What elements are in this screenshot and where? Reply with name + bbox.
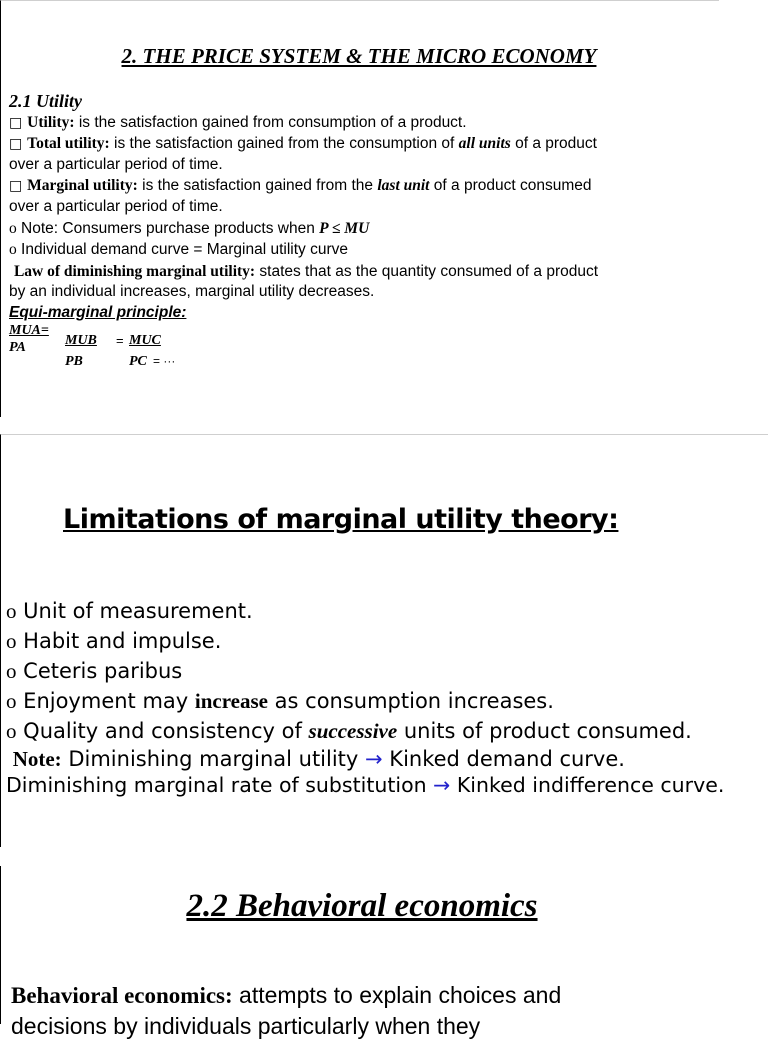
term: Behavioral economics: xyxy=(11,983,233,1008)
formula-equals: = xyxy=(116,333,124,348)
right-arrow-icon: → xyxy=(433,773,451,797)
list-item xyxy=(6,626,766,656)
page-3-title: 2.2 Behavioral economics xyxy=(186,888,538,924)
definition-line xyxy=(11,980,761,1011)
emphasis: all units xyxy=(458,135,511,153)
law-continuation: by an individual increases, marginal utility decreases. xyxy=(9,283,375,301)
bullet: o xyxy=(6,629,17,653)
right-arrow-icon: → xyxy=(365,747,383,771)
bullet: o xyxy=(6,719,17,743)
emphasis: last unit xyxy=(377,177,430,195)
formula-pa: PA xyxy=(9,340,26,355)
formula-muc: MUC xyxy=(129,333,161,348)
list-item xyxy=(6,656,766,686)
bullet: o xyxy=(9,219,17,237)
item-text: as consumption increases. xyxy=(267,689,554,713)
term: Utility: xyxy=(27,113,75,131)
note-line xyxy=(9,218,714,240)
formula-ellipsis: = ··· xyxy=(153,354,176,368)
formula-pc: PC xyxy=(129,354,147,369)
note-text: Diminishing marginal utility xyxy=(61,747,366,771)
demand-text: Individual demand curve = Marginal utility curve xyxy=(16,241,349,259)
definition-text: is the satisfaction gained from the xyxy=(137,177,378,195)
law-diminishing-marginal-utility xyxy=(9,261,714,283)
bullet: o xyxy=(6,599,17,623)
demand-curve-line xyxy=(9,239,714,261)
definition-text: is the satisfaction gained from consumption of a product. xyxy=(74,113,467,131)
utility-definition xyxy=(9,112,714,134)
behavioral-economics-definition xyxy=(11,980,761,1041)
definition-continuation: decisions by individuals particularly when they xyxy=(11,1013,481,1039)
note-text: Kinked indifference curve. xyxy=(450,773,725,797)
section-heading-utility: 2.1 Utility xyxy=(9,91,82,111)
note-text: Kinked demand curve. xyxy=(382,747,625,771)
note-line-2 xyxy=(6,772,766,798)
note-text: Diminishing marginal rate of substitution xyxy=(6,773,434,797)
total-utility-definition xyxy=(9,133,714,155)
item-text: Habit and impulse. xyxy=(16,629,222,653)
emphasis: increase xyxy=(194,689,268,713)
checkbox-bullet-icon: □ xyxy=(9,178,23,195)
bullet: o xyxy=(9,241,17,259)
price-marginal-utility-formula: P ≤ MU xyxy=(319,219,370,237)
item-text: Enjoyment may xyxy=(16,689,195,713)
item-text: Quality and consistency of xyxy=(16,719,309,743)
definition-text: of a product xyxy=(510,135,597,153)
definition-text: is the satisfaction gained from the consumption of xyxy=(109,135,459,153)
marginal-utility-definition xyxy=(9,175,714,197)
limitations-list xyxy=(6,596,766,798)
formula-mub: MUB xyxy=(65,333,97,348)
emphasis: successive xyxy=(308,719,398,743)
definition-continuation: over a particular period of time. xyxy=(9,155,223,173)
definition-continuation: over a particular period of time. xyxy=(9,197,223,215)
checkbox-bullet-icon: □ xyxy=(9,136,23,153)
formula-pb: PB xyxy=(65,354,83,369)
page-1-body xyxy=(9,91,714,324)
term: Marginal utility: xyxy=(27,177,138,195)
bullet: o xyxy=(6,689,17,713)
note-line xyxy=(6,746,766,772)
note-text: Note: Consumers purchase products when xyxy=(16,219,320,237)
list-item xyxy=(6,716,766,746)
list-item xyxy=(6,686,766,716)
formula-mua: MUA= xyxy=(9,323,49,338)
definition-text: of a product consumed xyxy=(429,177,592,195)
list-item xyxy=(6,596,766,626)
checkbox-bullet-icon: □ xyxy=(9,114,23,131)
term: Total utility: xyxy=(27,135,110,153)
item-text: Unit of measurement. xyxy=(16,599,253,623)
page-2-title: Limitations of marginal utility theory: xyxy=(63,504,619,535)
item-text: units of product consumed. xyxy=(397,719,692,743)
equi-marginal-heading: Equi-marginal principle: xyxy=(9,303,187,321)
item-text: Ceteris paribus xyxy=(16,659,183,683)
note-label: Note: xyxy=(12,747,62,771)
page-1-title: 2. THE PRICE SYSTEM & THE MICRO ECONOMY xyxy=(121,44,597,68)
term: Law of diminishing marginal utility: xyxy=(13,262,256,280)
bullet: o xyxy=(6,659,17,683)
definition-text: attempts to explain choices and xyxy=(232,982,562,1008)
law-text: states that as the quantity consumed of a product xyxy=(255,262,599,280)
equi-marginal-formula xyxy=(9,321,309,381)
